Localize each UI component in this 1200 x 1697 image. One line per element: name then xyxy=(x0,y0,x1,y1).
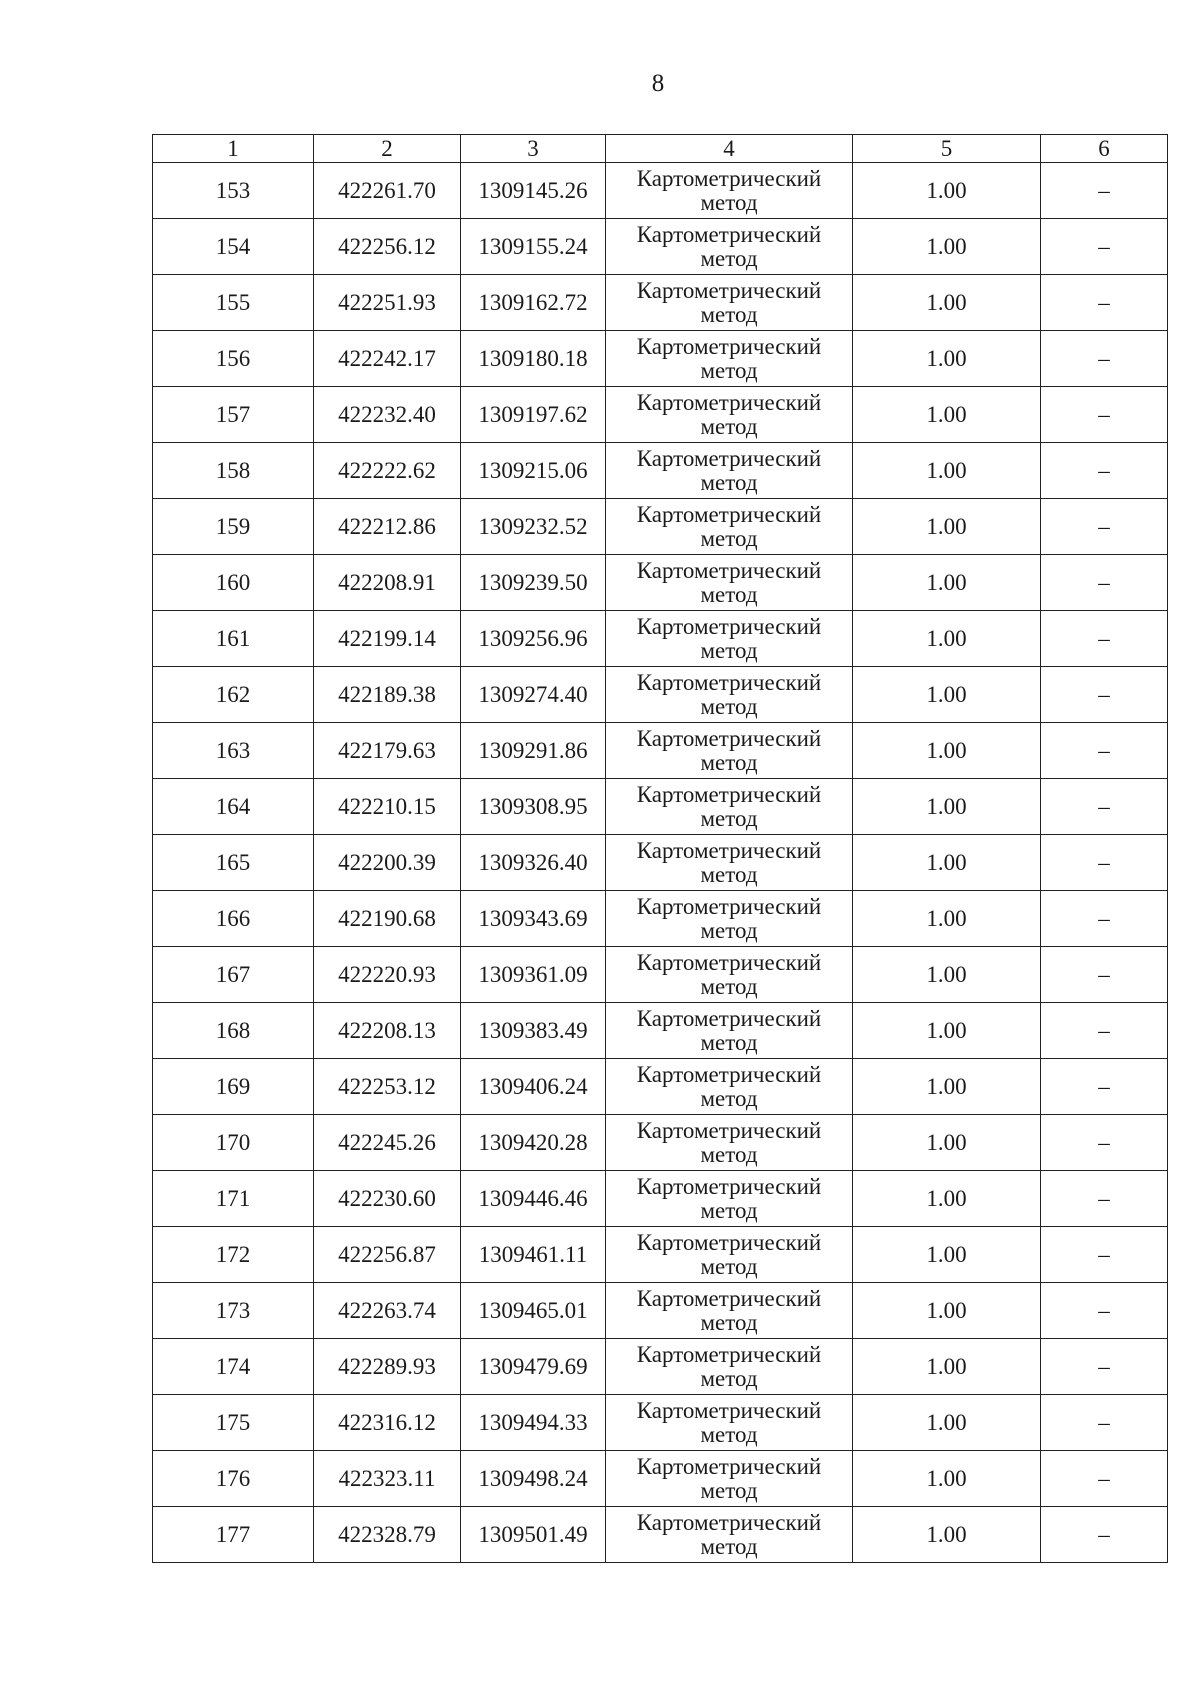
method-cell xyxy=(606,331,853,387)
table-row xyxy=(153,1451,1168,1507)
note-cell: – xyxy=(1041,1059,1168,1115)
note-cell: – xyxy=(1041,219,1168,275)
x-coordinate-cell: 422242.17 xyxy=(314,331,461,387)
method-line-1: Картометрический xyxy=(636,1005,822,1031)
point-number-cell: 172 xyxy=(153,1227,314,1283)
accuracy-cell: 1.00 xyxy=(853,779,1041,835)
method-cell xyxy=(606,1003,853,1059)
table-row xyxy=(153,723,1168,779)
accuracy-cell: 1.00 xyxy=(853,1451,1041,1507)
point-number-cell: 162 xyxy=(153,667,314,723)
point-number-cell: 171 xyxy=(153,1171,314,1227)
method-cell xyxy=(606,891,853,947)
method-line-1: Картометрический xyxy=(636,557,822,583)
accuracy-cell: 1.00 xyxy=(853,499,1041,555)
table-body xyxy=(153,135,1168,1563)
point-number-cell: 174 xyxy=(153,1339,314,1395)
method-line-1: Картометрический xyxy=(636,445,822,471)
method-line-2: метод xyxy=(700,1197,758,1223)
point-number-cell: 164 xyxy=(153,779,314,835)
method-line-1: Картометрический xyxy=(636,1397,822,1423)
method-line-2: метод xyxy=(700,301,758,327)
y-coordinate-cell: 1309232.52 xyxy=(461,499,606,555)
point-number-cell: 166 xyxy=(153,891,314,947)
column-header: 1 xyxy=(153,135,314,163)
x-coordinate-cell: 422200.39 xyxy=(314,835,461,891)
method-line-1: Картометрический xyxy=(636,781,822,807)
y-coordinate-cell: 1309420.28 xyxy=(461,1115,606,1171)
y-coordinate-cell: 1309479.69 xyxy=(461,1339,606,1395)
method-line-1: Картометрический xyxy=(636,1341,822,1367)
accuracy-cell: 1.00 xyxy=(853,1059,1041,1115)
x-coordinate-cell: 422263.74 xyxy=(314,1283,461,1339)
y-coordinate-cell: 1309343.69 xyxy=(461,891,606,947)
method-line-1: Картометрический xyxy=(636,1453,822,1479)
point-number-cell: 159 xyxy=(153,499,314,555)
x-coordinate-cell: 422208.13 xyxy=(314,1003,461,1059)
note-cell: – xyxy=(1041,723,1168,779)
method-cell xyxy=(606,1059,853,1115)
x-coordinate-cell: 422232.40 xyxy=(314,387,461,443)
method-cell xyxy=(606,1115,853,1171)
note-cell: – xyxy=(1041,1171,1168,1227)
point-number-cell: 161 xyxy=(153,611,314,667)
y-coordinate-cell: 1309180.18 xyxy=(461,331,606,387)
point-number-cell: 158 xyxy=(153,443,314,499)
y-coordinate-cell: 1309256.96 xyxy=(461,611,606,667)
method-cell xyxy=(606,1451,853,1507)
table-row xyxy=(153,163,1168,219)
method-line-2: метод xyxy=(700,1309,758,1335)
method-cell xyxy=(606,835,853,891)
point-number-cell: 173 xyxy=(153,1283,314,1339)
method-cell xyxy=(606,947,853,1003)
point-number-cell: 163 xyxy=(153,723,314,779)
point-number-cell: 177 xyxy=(153,1507,314,1563)
table-row xyxy=(153,387,1168,443)
method-cell xyxy=(606,667,853,723)
column-header: 2 xyxy=(314,135,461,163)
method-cell xyxy=(606,779,853,835)
method-line-2: метод xyxy=(700,973,758,999)
x-coordinate-cell: 422189.38 xyxy=(314,667,461,723)
method-line-1: Картометрический xyxy=(636,1173,822,1199)
note-cell: – xyxy=(1041,387,1168,443)
method-line-2: метод xyxy=(700,693,758,719)
accuracy-cell: 1.00 xyxy=(853,1507,1041,1563)
y-coordinate-cell: 1309197.62 xyxy=(461,387,606,443)
accuracy-cell: 1.00 xyxy=(853,891,1041,947)
y-coordinate-cell: 1309494.33 xyxy=(461,1395,606,1451)
table-row xyxy=(153,891,1168,947)
x-coordinate-cell: 422222.62 xyxy=(314,443,461,499)
note-cell: – xyxy=(1041,1003,1168,1059)
table-row xyxy=(153,1003,1168,1059)
accuracy-cell: 1.00 xyxy=(853,275,1041,331)
method-line-2: метод xyxy=(700,1141,758,1167)
column-header: 6 xyxy=(1041,135,1168,163)
table-row xyxy=(153,275,1168,331)
point-number-cell: 153 xyxy=(153,163,314,219)
table-row xyxy=(153,555,1168,611)
method-cell xyxy=(606,723,853,779)
method-line-2: метод xyxy=(700,1029,758,1055)
note-cell: – xyxy=(1041,1283,1168,1339)
point-number-cell: 156 xyxy=(153,331,314,387)
method-line-2: метод xyxy=(700,1477,758,1503)
method-line-2: метод xyxy=(700,1365,758,1391)
method-line-1: Картометрический xyxy=(636,165,822,191)
method-line-2: метод xyxy=(700,189,758,215)
method-cell xyxy=(606,387,853,443)
point-number-cell: 168 xyxy=(153,1003,314,1059)
table-row xyxy=(153,1227,1168,1283)
y-coordinate-cell: 1309383.49 xyxy=(461,1003,606,1059)
point-number-cell: 176 xyxy=(153,1451,314,1507)
note-cell: – xyxy=(1041,499,1168,555)
table-row xyxy=(153,219,1168,275)
method-cell xyxy=(606,611,853,667)
accuracy-cell: 1.00 xyxy=(853,1171,1041,1227)
method-line-2: метод xyxy=(700,525,758,551)
y-coordinate-cell: 1309461.11 xyxy=(461,1227,606,1283)
x-coordinate-cell: 422256.12 xyxy=(314,219,461,275)
y-coordinate-cell: 1309162.72 xyxy=(461,275,606,331)
y-coordinate-cell: 1309465.01 xyxy=(461,1283,606,1339)
point-number-cell: 167 xyxy=(153,947,314,1003)
note-cell: – xyxy=(1041,1339,1168,1395)
x-coordinate-cell: 422208.91 xyxy=(314,555,461,611)
point-number-cell: 170 xyxy=(153,1115,314,1171)
method-line-1: Картометрический xyxy=(636,221,822,247)
method-cell xyxy=(606,1507,853,1563)
method-cell xyxy=(606,499,853,555)
accuracy-cell: 1.00 xyxy=(853,219,1041,275)
note-cell: – xyxy=(1041,667,1168,723)
y-coordinate-cell: 1309326.40 xyxy=(461,835,606,891)
y-coordinate-cell: 1309215.06 xyxy=(461,443,606,499)
note-cell: – xyxy=(1041,1507,1168,1563)
accuracy-cell: 1.00 xyxy=(853,555,1041,611)
accuracy-cell: 1.00 xyxy=(853,1395,1041,1451)
y-coordinate-cell: 1309406.24 xyxy=(461,1059,606,1115)
point-number-cell: 157 xyxy=(153,387,314,443)
method-line-2: метод xyxy=(700,637,758,663)
accuracy-cell: 1.00 xyxy=(853,1339,1041,1395)
method-cell xyxy=(606,443,853,499)
method-line-1: Картометрический xyxy=(636,333,822,359)
y-coordinate-cell: 1309291.86 xyxy=(461,723,606,779)
method-cell xyxy=(606,1339,853,1395)
point-number-cell: 175 xyxy=(153,1395,314,1451)
method-line-1: Картометрический xyxy=(636,1117,822,1143)
method-line-2: метод xyxy=(700,1421,758,1447)
coordinates-table xyxy=(152,134,1168,1563)
method-line-2: метод xyxy=(700,245,758,271)
point-number-cell: 154 xyxy=(153,219,314,275)
note-cell: – xyxy=(1041,443,1168,499)
x-coordinate-cell: 422323.11 xyxy=(314,1451,461,1507)
method-cell xyxy=(606,275,853,331)
method-cell xyxy=(606,1395,853,1451)
table-row xyxy=(153,443,1168,499)
table-row xyxy=(153,611,1168,667)
point-number-cell: 160 xyxy=(153,555,314,611)
point-number-cell: 165 xyxy=(153,835,314,891)
column-header: 4 xyxy=(606,135,853,163)
y-coordinate-cell: 1309308.95 xyxy=(461,779,606,835)
table-row xyxy=(153,835,1168,891)
method-line-1: Картометрический xyxy=(636,725,822,751)
method-line-2: метод xyxy=(700,1085,758,1111)
y-coordinate-cell: 1309155.24 xyxy=(461,219,606,275)
x-coordinate-cell: 422220.93 xyxy=(314,947,461,1003)
table-row xyxy=(153,1507,1168,1563)
note-cell: – xyxy=(1041,1227,1168,1283)
column-header: 5 xyxy=(853,135,1041,163)
accuracy-cell: 1.00 xyxy=(853,443,1041,499)
method-line-2: метод xyxy=(700,805,758,831)
method-line-2: метод xyxy=(700,413,758,439)
table-row xyxy=(153,1395,1168,1451)
note-cell: – xyxy=(1041,835,1168,891)
method-cell xyxy=(606,163,853,219)
method-line-2: метод xyxy=(700,917,758,943)
page-number: 8 xyxy=(651,70,665,97)
point-number-cell: 155 xyxy=(153,275,314,331)
x-coordinate-cell: 422261.70 xyxy=(314,163,461,219)
accuracy-cell: 1.00 xyxy=(853,331,1041,387)
table-header-row xyxy=(153,135,1168,163)
y-coordinate-cell: 1309239.50 xyxy=(461,555,606,611)
method-line-2: метод xyxy=(700,469,758,495)
note-cell: – xyxy=(1041,1115,1168,1171)
note-cell: – xyxy=(1041,163,1168,219)
method-line-1: Картометрический xyxy=(636,949,822,975)
accuracy-cell: 1.00 xyxy=(853,1283,1041,1339)
method-cell xyxy=(606,1227,853,1283)
accuracy-cell: 1.00 xyxy=(853,163,1041,219)
table-row xyxy=(153,1171,1168,1227)
y-coordinate-cell: 1309498.24 xyxy=(461,1451,606,1507)
method-cell xyxy=(606,1171,853,1227)
column-header: 3 xyxy=(461,135,606,163)
table-row xyxy=(153,947,1168,1003)
method-line-1: Картометрический xyxy=(636,1229,822,1255)
table-row xyxy=(153,1059,1168,1115)
x-coordinate-cell: 422253.12 xyxy=(314,1059,461,1115)
accuracy-cell: 1.00 xyxy=(853,387,1041,443)
x-coordinate-cell: 422179.63 xyxy=(314,723,461,779)
table-row xyxy=(153,1339,1168,1395)
y-coordinate-cell: 1309501.49 xyxy=(461,1507,606,1563)
note-cell: – xyxy=(1041,555,1168,611)
accuracy-cell: 1.00 xyxy=(853,667,1041,723)
point-number-cell: 169 xyxy=(153,1059,314,1115)
y-coordinate-cell: 1309361.09 xyxy=(461,947,606,1003)
y-coordinate-cell: 1309446.46 xyxy=(461,1171,606,1227)
note-cell: – xyxy=(1041,779,1168,835)
accuracy-cell: 1.00 xyxy=(853,611,1041,667)
table-row xyxy=(153,667,1168,723)
table-row xyxy=(153,499,1168,555)
method-line-1: Картометрический xyxy=(636,1509,822,1535)
accuracy-cell: 1.00 xyxy=(853,1227,1041,1283)
method-line-1: Картометрический xyxy=(636,389,822,415)
note-cell: – xyxy=(1041,1451,1168,1507)
table-row xyxy=(153,1115,1168,1171)
method-line-2: метод xyxy=(700,1253,758,1279)
method-line-1: Картометрический xyxy=(636,613,822,639)
method-line-2: метод xyxy=(700,581,758,607)
method-cell xyxy=(606,219,853,275)
y-coordinate-cell: 1309274.40 xyxy=(461,667,606,723)
table-row xyxy=(153,331,1168,387)
x-coordinate-cell: 422230.60 xyxy=(314,1171,461,1227)
x-coordinate-cell: 422251.93 xyxy=(314,275,461,331)
x-coordinate-cell: 422199.14 xyxy=(314,611,461,667)
method-line-2: метод xyxy=(700,1533,758,1559)
table-row xyxy=(153,779,1168,835)
note-cell: – xyxy=(1041,331,1168,387)
note-cell: – xyxy=(1041,947,1168,1003)
accuracy-cell: 1.00 xyxy=(853,723,1041,779)
x-coordinate-cell: 422210.15 xyxy=(314,779,461,835)
note-cell: – xyxy=(1041,275,1168,331)
method-line-1: Картометрический xyxy=(636,893,822,919)
x-coordinate-cell: 422212.86 xyxy=(314,499,461,555)
x-coordinate-cell: 422245.26 xyxy=(314,1115,461,1171)
method-line-1: Картометрический xyxy=(636,837,822,863)
method-cell xyxy=(606,555,853,611)
x-coordinate-cell: 422190.68 xyxy=(314,891,461,947)
accuracy-cell: 1.00 xyxy=(853,835,1041,891)
table-row xyxy=(153,1283,1168,1339)
x-coordinate-cell: 422316.12 xyxy=(314,1395,461,1451)
note-cell: – xyxy=(1041,1395,1168,1451)
note-cell: – xyxy=(1041,891,1168,947)
x-coordinate-cell: 422328.79 xyxy=(314,1507,461,1563)
method-line-1: Картометрический xyxy=(636,1285,822,1311)
method-line-1: Картометрический xyxy=(636,501,822,527)
method-line-1: Картометрический xyxy=(636,1061,822,1087)
y-coordinate-cell: 1309145.26 xyxy=(461,163,606,219)
accuracy-cell: 1.00 xyxy=(853,1115,1041,1171)
method-line-1: Картометрический xyxy=(636,669,822,695)
x-coordinate-cell: 422256.87 xyxy=(314,1227,461,1283)
accuracy-cell: 1.00 xyxy=(853,947,1041,1003)
method-cell xyxy=(606,1283,853,1339)
method-line-2: метод xyxy=(700,749,758,775)
accuracy-cell: 1.00 xyxy=(853,1003,1041,1059)
x-coordinate-cell: 422289.93 xyxy=(314,1339,461,1395)
method-line-1: Картометрический xyxy=(636,277,822,303)
method-line-2: метод xyxy=(700,861,758,887)
note-cell: – xyxy=(1041,611,1168,667)
method-line-2: метод xyxy=(700,357,758,383)
